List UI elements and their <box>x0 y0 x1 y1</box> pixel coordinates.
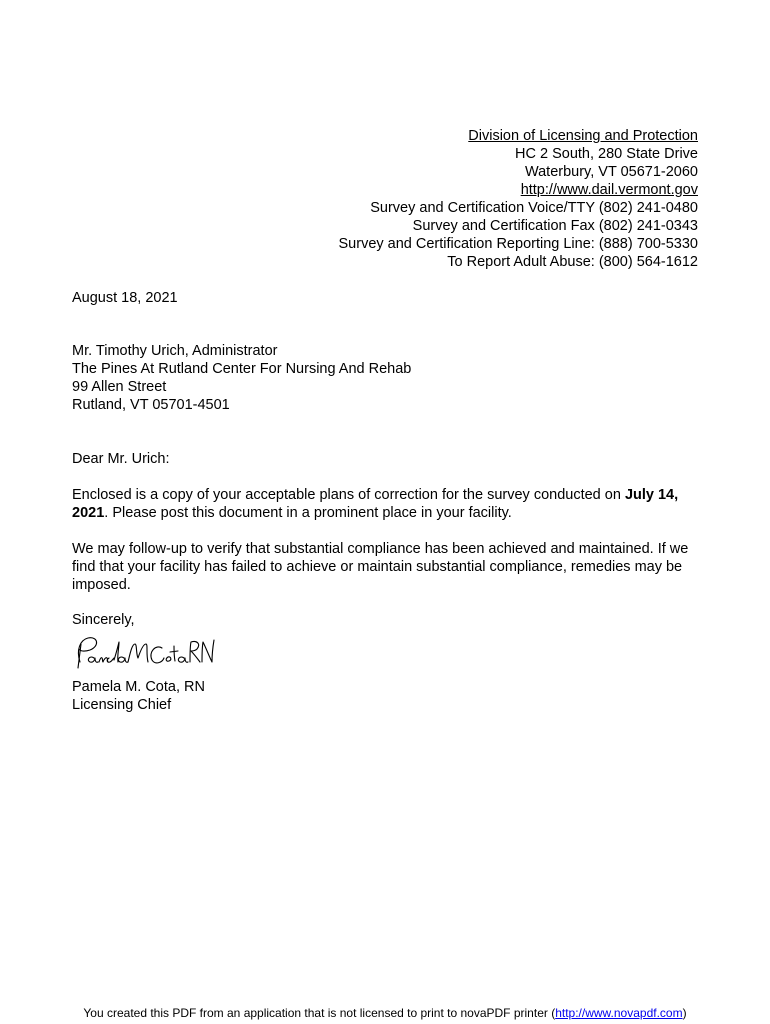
body-paragraph-2: We may follow-up to verify that substantial compliance has been achieved and maintained. If we find that your facility has failed to achieve or maintain substantial compliance, remedies may be imposed. <box>72 541 689 593</box>
recipient-facility: The Pines At Rutland Center For Nursing And Rehab <box>72 361 412 377</box>
salutation: Dear Mr. Urich: <box>72 451 170 467</box>
signature-image <box>70 632 220 676</box>
signature-text: PamelaMCotaRN <box>70 632 78 633</box>
recipient-city: Rutland, VT 05701-4501 <box>72 397 230 413</box>
phone-abuse: To Report Adult Abuse: (800) 564-1612 <box>447 254 698 270</box>
novapdf-footer <box>0 1005 770 1021</box>
para1-text-start: Enclosed is a copy of your acceptable plans of correction for the survey conducted on <box>72 487 625 503</box>
website-link[interactable]: http://www.dail.vermont.gov <box>520 182 698 198</box>
phone-reporting: Survey and Certification Reporting Line: (888) 700-5330 <box>338 236 698 252</box>
body-paragraph-1 <box>72 486 692 522</box>
letter-date: August 18, 2021 <box>72 290 178 306</box>
closing: Sincerely, <box>72 612 135 628</box>
recipient-address <box>72 342 411 414</box>
footer-text: You created this PDF from an application that is not licensed to print to novaPDF printer ( <box>83 1006 556 1020</box>
survey-date: July 14, 2021 <box>72 487 679 521</box>
novapdf-link[interactable]: http://www.novapdf.com <box>555 1006 683 1020</box>
division-name: Division of Licensing and Protection <box>468 128 698 144</box>
letterhead <box>339 127 699 271</box>
address-line-1: HC 2 South, 280 State Drive <box>515 146 698 162</box>
signer-block <box>72 678 205 714</box>
signer-name: Pamela M. Cota, RN <box>72 679 205 695</box>
phone-voice: Survey and Certification Voice/TTY (802) 241-0480 <box>370 200 698 216</box>
signer-title: Licensing Chief <box>72 697 172 713</box>
recipient-name: Mr. Timothy Urich, Administrator <box>72 343 278 359</box>
footer-text-end: ) <box>682 1006 687 1020</box>
para1-text-end: . Please post this document in a prominent place in your facility. <box>104 505 512 521</box>
address-line-2: Waterbury, VT 05671-2060 <box>524 164 698 180</box>
recipient-street: 99 Allen Street <box>72 379 167 395</box>
phone-fax: Survey and Certification Fax (802) 241-0343 <box>412 218 698 234</box>
